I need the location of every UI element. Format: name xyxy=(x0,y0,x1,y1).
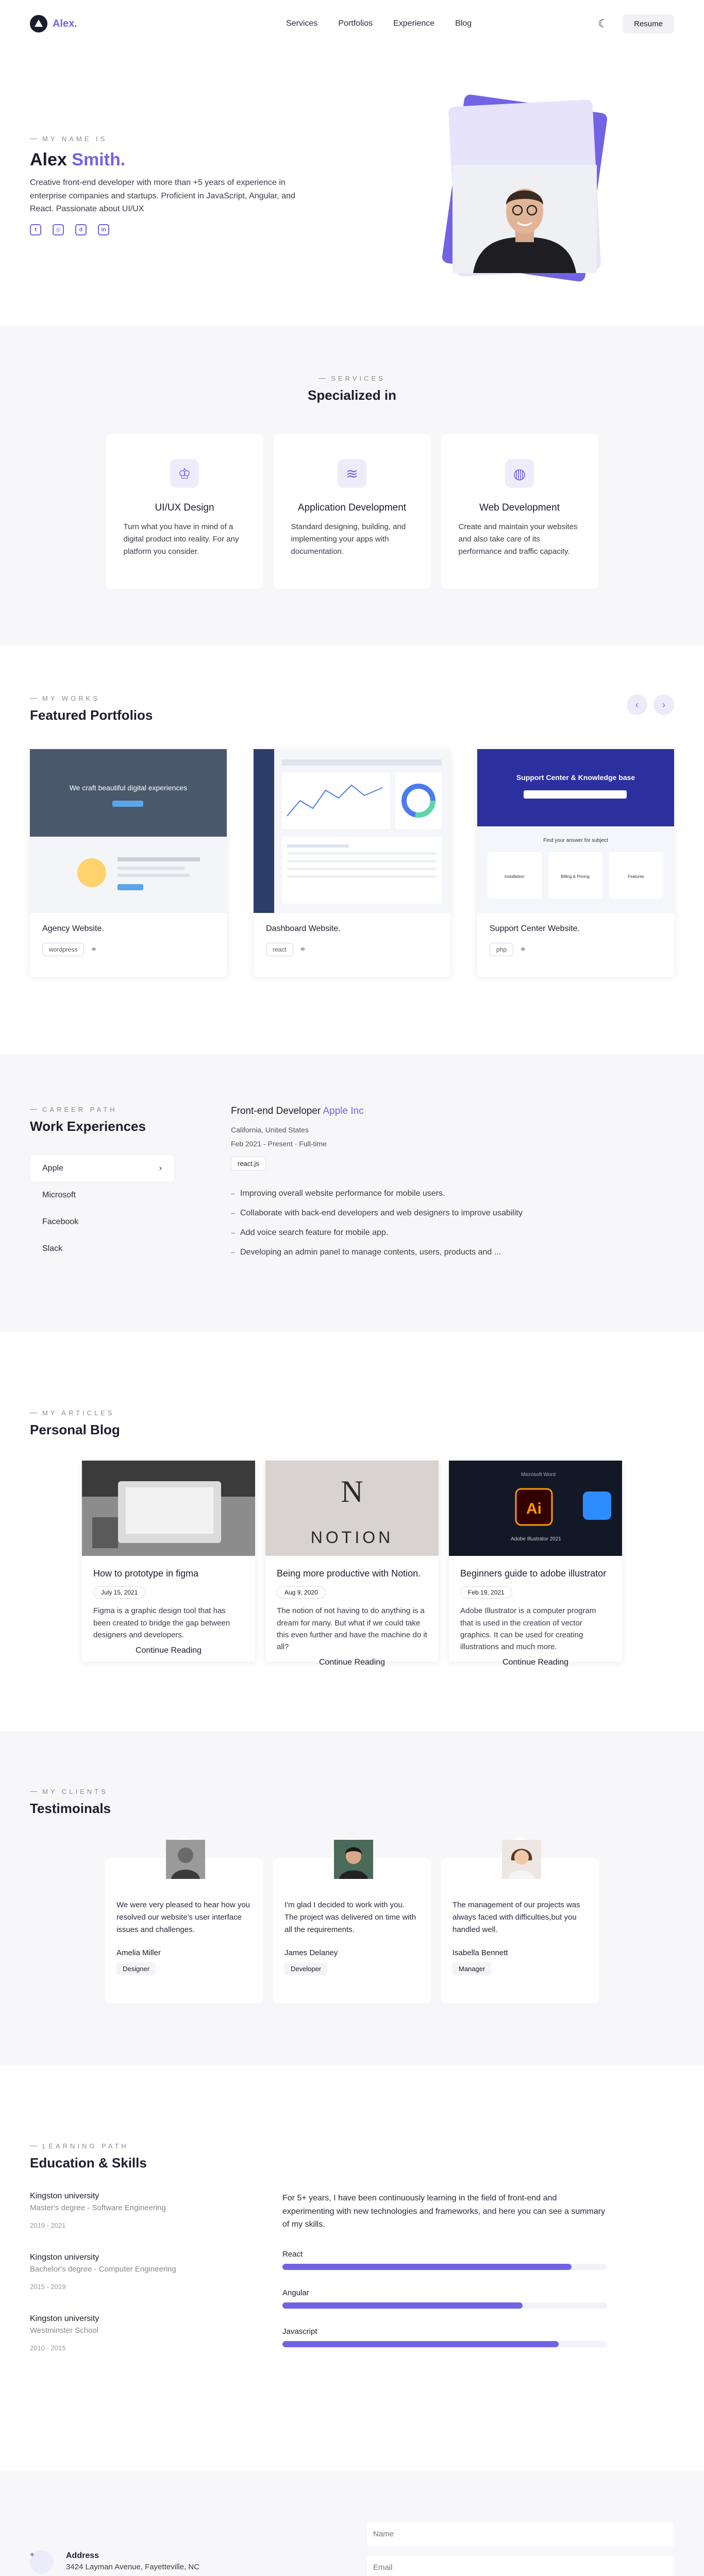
hero-bio: Creative front-end developer with more than +5 years of experience in enterprise companies and startups. Proficient in JavaScript, Angular, and React. Passionate about UI/UX xyxy=(30,178,295,214)
testimonial-role: Developer xyxy=(284,1962,327,1975)
portfolio-title: Support Center Website. xyxy=(490,924,580,933)
brand-name: Alex. xyxy=(53,18,77,29)
blog-date: Aug 9, 2020 xyxy=(277,1586,326,1599)
hero-section xyxy=(0,47,704,326)
chevron-right-icon: › xyxy=(159,1164,162,1173)
blog-date: Feb 19, 2021 xyxy=(460,1586,512,1599)
testimonial-name: Amelia Miller xyxy=(116,1948,161,1958)
job-item-apple[interactable]: Apple › xyxy=(30,1155,174,1182)
service-text: Standard designing, building, and implementing your apps with documentation. xyxy=(291,522,406,556)
linkedin-icon[interactable]: in xyxy=(98,224,109,235)
svg-text:Features: Features xyxy=(628,874,644,879)
nav-experience[interactable]: Experience xyxy=(393,19,435,28)
portfolios-title: Featured Portfolios xyxy=(30,707,153,723)
blog-eyebrow: MY ARTICLES xyxy=(30,1409,674,1417)
support-center-screenshot xyxy=(477,749,674,913)
work-eyebrow: CAREER PATH xyxy=(30,1106,185,1113)
portfolio-title: Dashboard Website. xyxy=(266,924,341,933)
testimonial-text: The management of our projects was always faced with difficulties,but you handled well. xyxy=(452,1901,580,1935)
service-card xyxy=(274,434,431,589)
avatar xyxy=(500,1838,540,1877)
contact-form xyxy=(367,2522,674,2576)
service-title: Application Development xyxy=(297,502,407,513)
svg-text:N: N xyxy=(341,1475,363,1509)
hero-socials xyxy=(30,224,319,235)
next-arrow-button[interactable]: › xyxy=(653,694,674,715)
dashboard-screenshot xyxy=(254,749,450,913)
blog-card[interactable] xyxy=(82,1461,255,1662)
portfolios-section xyxy=(0,646,704,1054)
svg-text:Ai: Ai xyxy=(526,1500,542,1518)
svg-text:Installation: Installation xyxy=(504,874,525,879)
globe-icon: ◍ xyxy=(505,459,534,488)
skill-bar: Javascript xyxy=(282,2327,607,2347)
logo-icon xyxy=(30,15,47,32)
site-header xyxy=(0,0,704,47)
testimonial-name: James Delaney xyxy=(284,1948,338,1958)
testimonial-role: Manager xyxy=(452,1962,491,1975)
blog-post-title[interactable]: Beginners guide to adobe illustrator xyxy=(460,1568,607,1579)
job-company[interactable]: Apple Inc xyxy=(323,1106,364,1116)
skills-panel xyxy=(282,2192,607,2376)
blog-image xyxy=(449,1461,622,1556)
blog-date: July 15, 2021 xyxy=(93,1586,145,1599)
discord-icon[interactable]: d xyxy=(75,224,87,235)
education-item: Kingston university Westminster School 2010 - 2015 xyxy=(30,2314,99,2352)
job-item-microsoft[interactable]: Microsoft xyxy=(42,1191,76,1199)
portfolio-tag: wordpress xyxy=(42,943,84,956)
contact-section xyxy=(0,2471,704,2576)
portfolio-card[interactable] xyxy=(477,749,674,977)
service-text: Turn what you have in mind of a digital product into reality. For any platform you consider. xyxy=(123,522,239,556)
profile-photo xyxy=(452,165,597,273)
testimonial-text: I'm glad I decided to work with you. The project was delivered on time with all the requirements. xyxy=(284,1901,416,1935)
continue-reading-link[interactable]: Continue Reading xyxy=(502,1658,569,1667)
testimonials-section xyxy=(0,1731,704,2065)
nav-portfolios[interactable]: Portfolios xyxy=(338,19,373,28)
portfolio-tag: react xyxy=(266,943,293,956)
service-card xyxy=(106,434,263,589)
crown-icon: ♔ xyxy=(170,459,199,488)
blog-image xyxy=(82,1461,255,1556)
testimonials-title: Testimoinals xyxy=(30,1801,111,1817)
portfolio-title: Agency Website. xyxy=(42,924,104,933)
blog-card[interactable] xyxy=(449,1461,622,1667)
portfolio-card[interactable] xyxy=(254,749,450,977)
blog-image xyxy=(265,1461,439,1556)
duty-item: Add voice search feature for mobile app. xyxy=(231,1228,523,1238)
svg-text:Billing & Pricing: Billing & Pricing xyxy=(561,874,590,879)
duty-item: Developing an admin panel to manage contents, users, products and ... xyxy=(231,1248,523,1257)
service-card xyxy=(441,434,598,589)
portfolio-card[interactable] xyxy=(30,749,227,977)
resume-button[interactable]: Resume xyxy=(623,14,674,33)
blog-post-title[interactable]: Being more productive with Notion. xyxy=(277,1568,421,1579)
continue-reading-link[interactable]: Continue Reading xyxy=(319,1658,385,1667)
hero-name: Alex Smith. xyxy=(30,150,126,170)
link-icon[interactable]: ⚭ xyxy=(90,945,97,954)
main-nav xyxy=(286,19,472,28)
service-title: Web Development xyxy=(479,502,560,513)
portfolios-eyebrow: MY WORKS xyxy=(30,694,674,702)
job-role: Front-end Developer Apple Inc xyxy=(231,1106,364,1116)
services-section xyxy=(0,326,704,646)
blog-excerpt: Figma is a graphic design tool that has been created to bridge the gap between designers and developers. xyxy=(93,1606,230,1639)
work-section xyxy=(0,1054,704,1332)
svg-text:Support Center & Knowledge bas: Support Center & Knowledge base xyxy=(516,773,635,782)
blog-excerpt: Adobe Illustrator is a computer program that is used in the creation of vector graphics. It can be used for creating illustrations and much more. xyxy=(460,1606,596,1652)
services-title: Specialized in xyxy=(308,387,396,403)
education-item: Kingston university Master's degree - Software Engineering 2019 - 2021 xyxy=(30,2192,166,2230)
job-item-facebook[interactable]: Facebook xyxy=(42,1217,79,1226)
blog-title: Personal Blog xyxy=(30,1422,120,1438)
duty-item: Collaborate with back-end developers and web designers to improve usability xyxy=(231,1209,523,1218)
link-icon[interactable]: ⚭ xyxy=(299,945,307,954)
education-eyebrow: LEARNING PATH xyxy=(30,2142,674,2150)
avatar xyxy=(332,1838,372,1877)
education-item: Kingston university Bachelor's degree - Computer Engineering 2015 - 2019 xyxy=(30,2253,176,2291)
skill-bar: Angular xyxy=(282,2289,607,2309)
testimonial-name: Isabella Bennett xyxy=(452,1948,508,1958)
name-input[interactable] xyxy=(367,2522,674,2546)
contact-address: ⌖ Address 3424 Layman Avenue, Fayetteville, NC xyxy=(30,2548,288,2574)
skills-intro: For 5+ years, I have been continuously learning in the field of front-end and experimenting with new technologies and frameworks, and here you can see a summary of my skills. xyxy=(282,2194,606,2229)
services-eyebrow: SERVICES xyxy=(30,375,674,382)
testimonial-card xyxy=(105,1858,263,2003)
job-period: Feb 2021 - Present · Full-time xyxy=(231,1139,327,1148)
duty-item: Improving overall website performance for mobile users. xyxy=(231,1189,523,1198)
brand-logo[interactable] xyxy=(30,15,77,32)
email-input[interactable] xyxy=(367,2556,674,2576)
hero-eyebrow: MY NAME IS xyxy=(30,135,319,143)
blog-section xyxy=(0,1332,704,1731)
blog-post-title[interactable]: How to prototype in figma xyxy=(93,1568,199,1579)
job-list xyxy=(30,1155,185,1262)
testimonial-text: We were very pleased to hear how you resolved our website's user interface issues and challenges. xyxy=(116,1901,250,1935)
education-list xyxy=(30,2192,205,2376)
instagram-icon[interactable]: ◎ xyxy=(53,224,64,235)
map-pin-icon: ⌖ xyxy=(30,2550,54,2574)
job-tag: react.js xyxy=(231,1157,266,1171)
svg-text:Find your answer for subject: Find your answer for subject xyxy=(543,838,608,843)
job-location: California, United States xyxy=(231,1126,309,1134)
portfolio-tag: php xyxy=(490,943,513,956)
job-duties xyxy=(231,1189,523,1257)
blog-card[interactable] xyxy=(265,1461,439,1667)
education-section xyxy=(0,2065,704,2471)
svg-text:NOTION: NOTION xyxy=(310,1528,394,1547)
skill-bar: React xyxy=(282,2250,607,2270)
prev-arrow-button[interactable]: ‹ xyxy=(627,694,647,715)
svg-text:We craft beautiful digital exp: We craft beautiful digital experiences xyxy=(69,784,188,792)
service-title: UI/UX Design xyxy=(155,502,214,513)
layers-icon: ≋ xyxy=(338,459,366,488)
continue-reading-link[interactable]: Continue Reading xyxy=(135,1646,202,1655)
testimonial-role: Designer xyxy=(116,1962,156,1975)
svg-text:Microsoft Word: Microsoft Word xyxy=(521,1472,556,1478)
twitter-icon[interactable]: t xyxy=(30,224,41,235)
profile-photo-card xyxy=(452,103,597,273)
testimonial-card xyxy=(273,1858,431,2003)
moon-icon[interactable]: ☾ xyxy=(598,17,609,30)
education-title: Education & Skills xyxy=(30,2155,147,2171)
nav-blog[interactable]: Blog xyxy=(455,19,472,28)
agency-screenshot xyxy=(30,749,227,913)
contact-info xyxy=(30,2522,288,2576)
link-icon[interactable]: ⚭ xyxy=(519,945,527,954)
nav-services[interactable]: Services xyxy=(286,19,318,28)
avatar xyxy=(164,1838,204,1877)
job-item-slack[interactable]: Slack xyxy=(42,1244,63,1253)
testimonials-eyebrow: MY CLIENTS xyxy=(30,1788,674,1795)
job-details xyxy=(231,1106,523,1267)
testimonial-card xyxy=(441,1858,599,2003)
work-title: Work Experiences xyxy=(30,1118,146,1134)
blog-excerpt: The notion of not having to do anything is a dream for many. But what if we could take this even further and have the machine do it all? xyxy=(277,1606,427,1652)
service-text: Create and maintain your websites and also take care of its performance and traffic capacity. xyxy=(458,522,578,556)
svg-text:Adobe Illustrator 2021: Adobe Illustrator 2021 xyxy=(511,1536,561,1543)
